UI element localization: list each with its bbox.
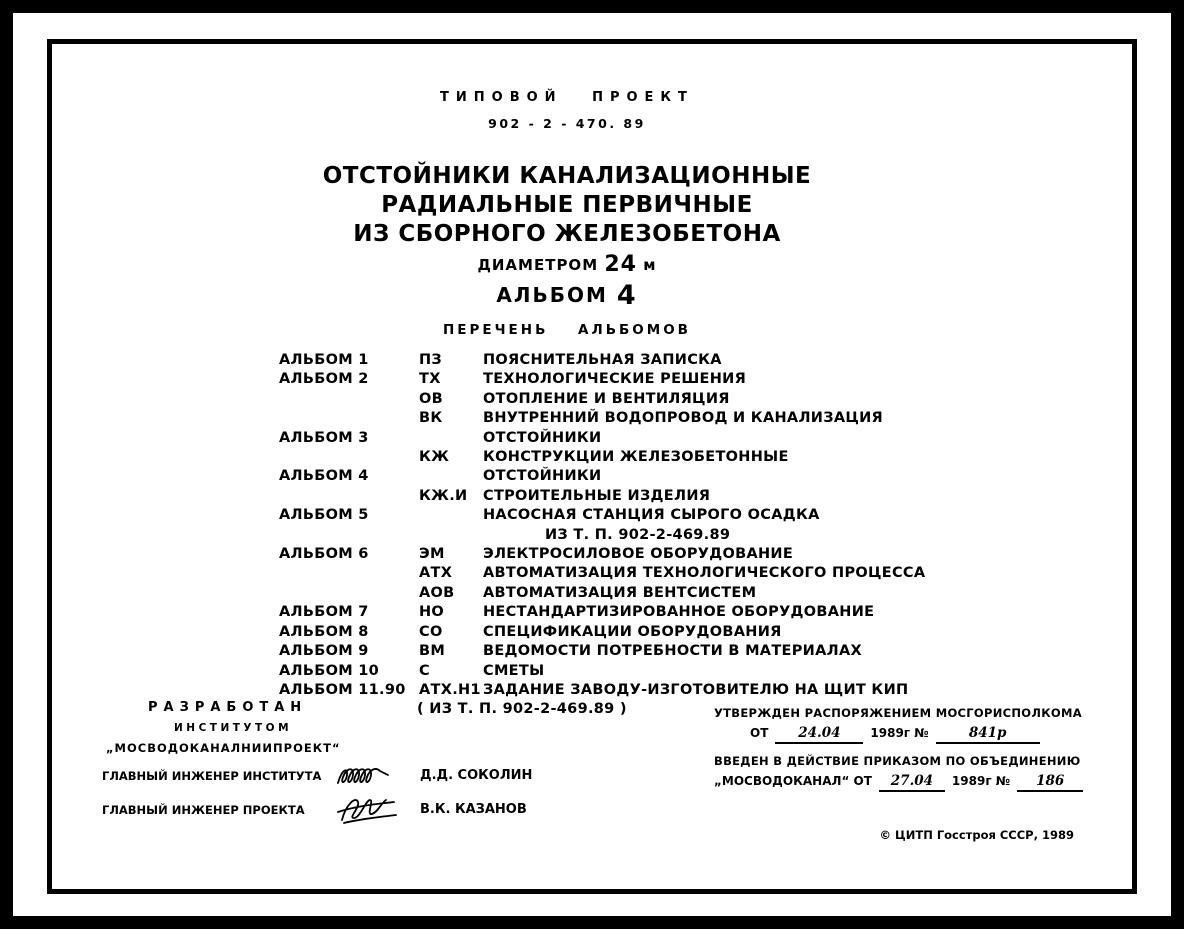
album-row <box>279 467 1109 486</box>
developed-title: РАЗРАБОТАН <box>148 700 308 715</box>
approval-number-field: 841р <box>936 725 1040 744</box>
album-code-cell: СО <box>419 623 443 640</box>
main-title <box>52 162 1082 249</box>
diameter-value: 24 <box>604 252 637 277</box>
album-label-cell: АЛЬБОМ 11.90 <box>279 681 406 698</box>
album-row <box>279 487 1109 506</box>
album-row <box>279 390 1109 409</box>
album-row <box>279 545 1109 564</box>
album-line <box>52 280 1082 311</box>
copyright-notice: © ЦИТП Госстроя СССР, 1989 <box>879 828 1074 842</box>
institute-engineer-name: Д.Д. СОКОЛИН <box>420 768 533 783</box>
album-label-cell: АЛЬБОМ 9 <box>279 643 369 660</box>
approval-date-field: 24.04 <box>775 725 863 744</box>
enacted-date-line <box>714 773 1124 792</box>
album-row <box>279 662 1109 681</box>
page-border-frame <box>47 39 1137 894</box>
title-line-2: РАДИАЛЬНЫЕ ПЕРВИЧНЫЕ <box>381 192 753 218</box>
album-title-cell: СМЕТЫ <box>483 662 545 679</box>
album-code-cell: КЖ <box>419 449 450 466</box>
album-title-cell: ЗАДАНИЕ ЗАВОДУ-ИЗГОТОВИТЕЛЮ НА ЩИТ КИП <box>483 681 909 698</box>
album-title-cell: ТЕХНОЛОГИЧЕСКИЕ РЕШЕНИЯ <box>483 371 747 388</box>
album-title-cell: НАСОСНАЯ СТАНЦИЯ СЫРОГО ОСАДКА <box>483 507 820 524</box>
album-label-cell <box>279 409 419 428</box>
album-code-cell <box>419 429 483 448</box>
approval-date-line <box>750 725 1124 744</box>
developed-block <box>102 700 552 826</box>
enacted-header: ВВЕДЕН В ДЕЙСТВИЕ ПРИКАЗОМ ПО ОБЪЕДИНЕНИЮ <box>714 754 1081 768</box>
album-label-cell: АЛЬБОМ 7 <box>279 604 369 621</box>
albums-list-header: ПЕРЕЧЕНЬ АЛЬБОМОВ <box>443 322 691 338</box>
album-code-cell: НО <box>419 604 445 621</box>
doc-type: ТИПОВОЙ ПРОЕКТ <box>440 90 694 105</box>
project-engineer-row <box>102 793 552 826</box>
diameter-label: ДИАМЕТРОМ <box>477 256 599 274</box>
institute-engineer-row <box>102 759 552 792</box>
org-label: „МОСВОДОКАНАЛ“ ОТ <box>714 774 872 788</box>
project-engineer-role: ГЛАВНЫЙ ИНЖЕНЕР ПРОЕКТА <box>102 802 305 817</box>
album-row <box>279 351 1109 370</box>
approval-header: УТВЕРЖДЕН РАСПОРЯЖЕНИЕМ МОСГОРИСПОЛКОМА <box>714 706 1082 720</box>
album-row <box>279 429 1109 448</box>
album-label-cell: АЛЬБОМ 4 <box>279 468 369 485</box>
year-number-label: 1989г № <box>870 726 929 740</box>
album-row <box>279 370 1109 389</box>
album-title-cell: ВЕДОМОСТИ ПОТРЕБНОСТИ В МАТЕРИАЛАХ <box>483 643 862 660</box>
project-engineer-signature <box>334 792 414 828</box>
album-code-cell: КЖ.И <box>419 487 468 504</box>
album-title-cell: ВНУТРЕННИЙ ВОДОПРОВОД И КАНАЛИЗАЦИЯ <box>483 410 883 427</box>
project-engineer-name: В.К. КАЗАНОВ <box>420 802 527 817</box>
album-row <box>279 603 1109 622</box>
title-line-3: ИЗ СБОРНОГО ЖЕЛЕЗОБЕТОНА <box>353 221 781 247</box>
album-number: 4 <box>616 280 638 311</box>
album-title-cell: ОТСТОЙНИКИ <box>483 429 602 446</box>
album-label-cell: АЛЬБОМ 8 <box>279 623 369 640</box>
album-label-cell: АЛЬБОМ 3 <box>279 429 369 446</box>
album-row <box>279 564 1109 583</box>
year-number-label: 1989г № <box>951 774 1011 788</box>
approval-block <box>714 706 1124 802</box>
album-row <box>279 506 1109 525</box>
album-code-cell: ОВ <box>419 390 443 407</box>
album-title-cell: АВТОМАТИЗАЦИЯ ВЕНТСИСТЕМ <box>483 584 757 601</box>
album-label-cell <box>279 390 419 409</box>
album-code-cell: ТХ <box>419 371 441 388</box>
title-line-1: ОТСТОЙНИКИ КАНАЛИЗАЦИОННЫЕ <box>322 163 812 189</box>
album-title-cell: НЕСТАНДАРТИЗИРОВАННОЕ ОБОРУДОВАНИЕ <box>483 604 875 621</box>
album-title-cell: ОТОПЛЕНИЕ И ВЕНТИЛЯЦИЯ <box>483 390 730 407</box>
album-row <box>279 584 1109 603</box>
institute-engineer-signature <box>334 759 414 793</box>
album-code-cell <box>419 526 483 545</box>
albums-list <box>279 351 1109 720</box>
album-title-cell: ( ИЗ Т. П. 902-2-469.89 ) <box>417 701 627 718</box>
album-row <box>279 526 1109 545</box>
doc-number: 902 - 2 - 470. 89 <box>488 116 646 131</box>
album-code-cell: ВМ <box>419 643 446 660</box>
album-title-cell: АВТОМАТИЗАЦИЯ ТЕХНОЛОГИЧЕСКОГО ПРОЦЕССА <box>483 565 926 582</box>
enacted-date-field: 27.04 <box>879 773 945 792</box>
institute-engineer-role: ГЛАВНЫЙ ИНЖЕНЕР ИНСТИТУТА <box>102 768 322 783</box>
album-label-cell <box>279 564 419 583</box>
album-label-cell: АЛЬБОМ 5 <box>279 507 369 524</box>
album-row <box>279 642 1109 661</box>
album-title-cell: КОНСТРУКЦИИ ЖЕЛЕЗОБЕТОННЫЕ <box>483 449 789 466</box>
album-code-cell: С <box>419 662 430 679</box>
album-label-cell <box>279 448 419 467</box>
album-row <box>279 448 1109 467</box>
from-label: ОТ <box>750 726 769 740</box>
album-code-cell: АОВ <box>419 584 455 601</box>
album-title-cell: ОТСТОЙНИКИ <box>483 468 602 485</box>
album-code-cell: АТХ.Н1 <box>419 681 481 698</box>
album-code-cell <box>419 467 483 486</box>
enacted-number-field: 186 <box>1017 773 1083 792</box>
album-code-cell: ВК <box>419 410 443 427</box>
album-row <box>279 409 1109 428</box>
album-title-cell: ПОЯСНИТЕЛЬНАЯ ЗАПИСКА <box>483 352 722 368</box>
album-code-cell <box>419 506 483 525</box>
album-title-cell: ЭЛЕКТРОСИЛОВОЕ ОБОРУДОВАНИЕ <box>483 546 794 563</box>
album-label: АЛЬБОМ <box>496 283 608 307</box>
album-label-cell: АЛЬБОМ 10 <box>279 662 380 679</box>
album-title-cell: СПЕЦИФИКАЦИИ ОБОРУДОВАНИЯ <box>483 623 782 640</box>
diameter-unit: м <box>643 256 657 274</box>
album-code-cell: АТХ <box>419 565 453 582</box>
album-label-cell: АЛЬБОМ 2 <box>279 371 369 388</box>
album-title-cell: ИЗ Т. П. 902-2-469.89 <box>545 526 731 543</box>
album-label-cell <box>279 584 419 603</box>
album-title-cell: СТРОИТЕЛЬНЫЕ ИЗДЕЛИЯ <box>483 487 711 504</box>
developed-subtitle: ИНСТИТУТОМ <box>174 722 293 734</box>
album-code-cell: ЭМ <box>419 546 445 563</box>
diameter-line <box>52 252 1082 277</box>
institute-name: „МОСВОДОКАНАЛНИИПРОЕКТ“ <box>106 741 341 755</box>
album-label-cell: АЛЬБОМ 1 <box>279 352 369 368</box>
album-label-cell: АЛЬБОМ 6 <box>279 546 369 563</box>
album-row <box>279 681 1109 700</box>
album-row <box>279 623 1109 642</box>
album-label-cell <box>279 526 419 545</box>
album-code-cell: ПЗ <box>419 352 443 368</box>
album-label-cell <box>279 487 419 506</box>
